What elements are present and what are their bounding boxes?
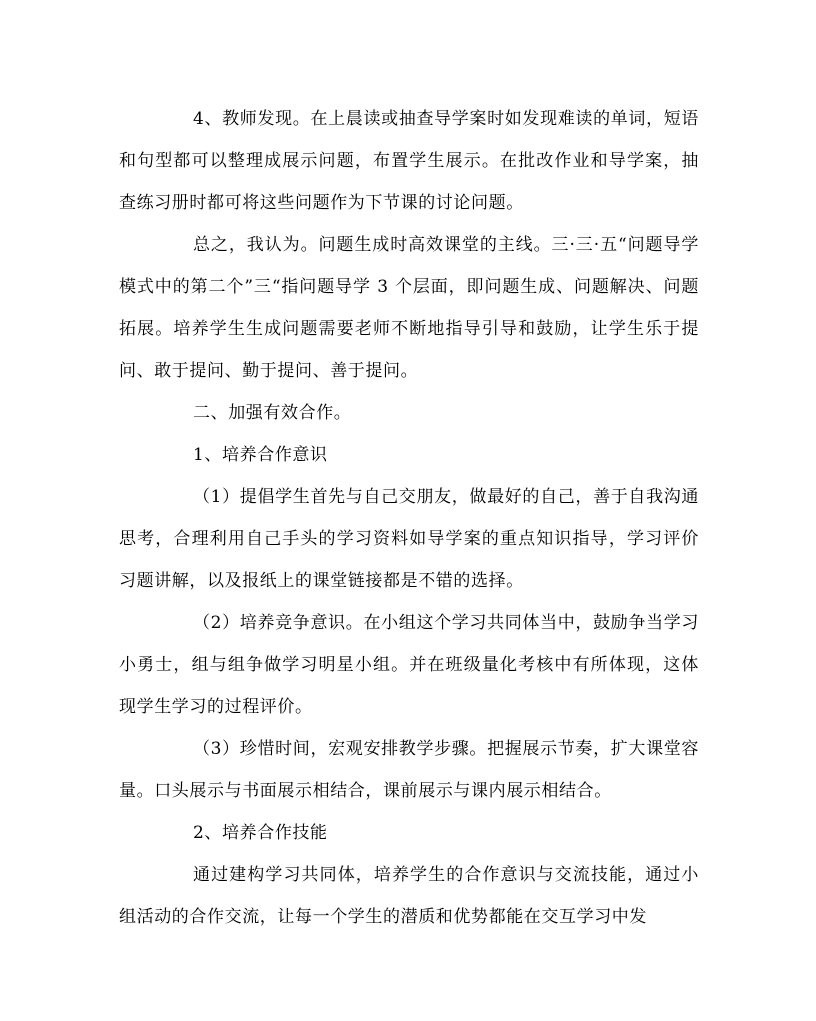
paragraph-learning-community: 通过建构学习共同体，培养学生的合作意识与交流技能，通过小组活动的合作交流，让每一个学生的潜质和优势都能在交互学习中发 bbox=[119, 865, 699, 927]
subheading-cooperation-skills: 2、培养合作技能 bbox=[193, 823, 328, 843]
subheading-cooperation-awareness: 1、培养合作意识 bbox=[193, 445, 328, 465]
paragraph-summary: 总之，我认为。问题生成时高效课堂的主线。三·三·五“问题导学模式中的第二个”三“指问题导学 3 个层面，即问题生成、问题解决、问题拓展。培养学生生成问题需要老师不断地指导引导和鼓励，让学生乐于提问、敢于提问、勤于提问、善于提问。 bbox=[119, 235, 699, 381]
paragraph-teacher-discovery: 4、教师发现。在上晨读或抽查导学案时如发现难读的单词，短语和句型都可以整理成展示问题，布置学生展示。在批改作业和导学案，抽查练习册时都可将这些问题作为下节课的讨论问题。 bbox=[119, 109, 699, 213]
document-body bbox=[119, 98, 699, 938]
paragraph-item-1: （1）提倡学生首先与自己交朋友，做最好的自己，善于自我沟通思考，合理利用自己手头的学习资料如导学案的重点知识指导，学习评价习题讲解，以及报纸上的课堂链接都是不错的选择。 bbox=[119, 487, 699, 591]
paragraph-item-3: （3）珍惜时间，宏观安排教学步骤。把握展示节奏，扩大课堂容量。口头展示与书面展示相结合，课前展示与课内展示相结合。 bbox=[119, 739, 699, 801]
paragraph-item-2: （2）培养竞争意识。在小组这个学习共同体当中，鼓励争当学习小勇士，组与组争做学习明星小组。并在班级量化考核中有所体现，这体现学生学习的过程评价。 bbox=[119, 613, 699, 717]
section-heading-cooperation: 二、加强有效合作。 bbox=[193, 403, 352, 423]
